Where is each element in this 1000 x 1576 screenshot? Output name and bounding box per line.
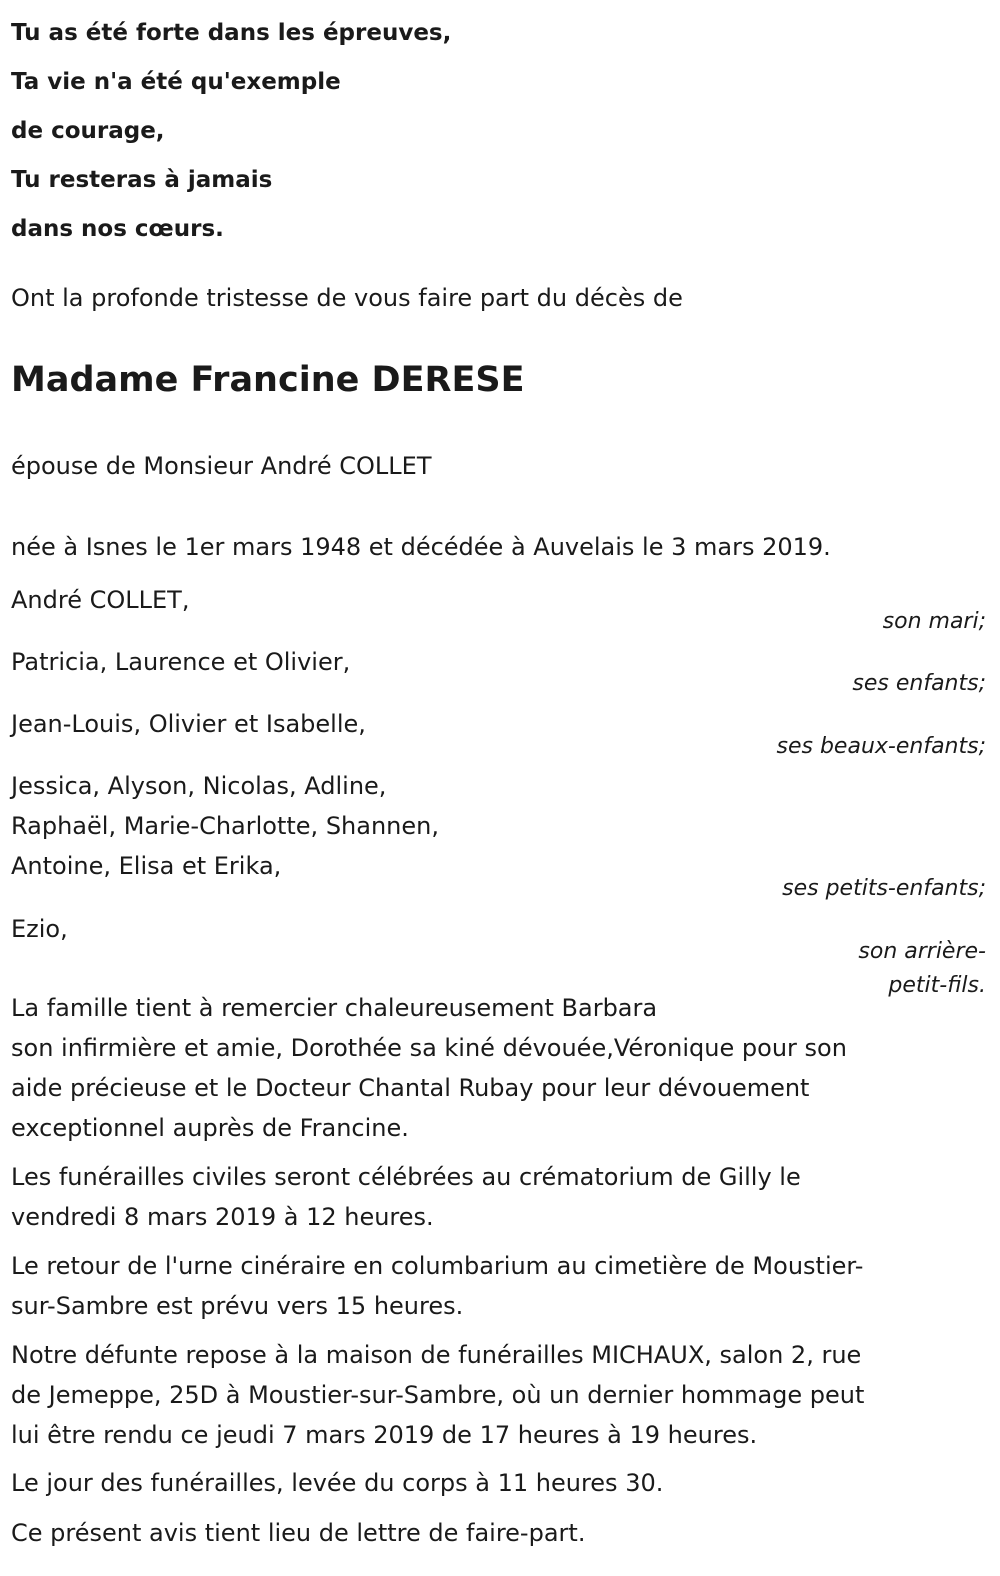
- family-name-line: Patricia, Laurence et Olivier,: [11, 648, 351, 676]
- relation-line: ses beaux-enfants;: [776, 734, 986, 759]
- poem: [11, 9, 451, 254]
- paragraph-line: exceptionnel auprès de Francine.: [11, 1114, 409, 1142]
- family-names-children: [11, 642, 350, 682]
- relation-line: son arrière-: [858, 939, 986, 964]
- paragraph-line: Les funérailles civiles seront célébrées au crématorium de Gilly le: [11, 1163, 801, 1191]
- family-names-stepchildren: [11, 704, 366, 744]
- family-name-line: Raphaël, Marie-Charlotte, Shannen,: [11, 812, 439, 840]
- rest-place-paragraph: [11, 1335, 986, 1455]
- deceased-name: Madame Francine DERESE: [11, 360, 525, 400]
- poem-line: Ta vie n'a été qu'exemple: [11, 69, 341, 95]
- paragraph-line: Le jour des funérailles, levée du corps à 11 heures 30.: [11, 1469, 664, 1497]
- paragraph-line: aide précieuse et le Docteur Chantal Rubay pour leur dévouement: [11, 1074, 810, 1102]
- poem-line: Tu resteras à jamais: [11, 167, 273, 193]
- relation-line: son mari;: [882, 609, 986, 634]
- poem-line: dans nos cœurs.: [11, 216, 224, 242]
- paragraph-line: Notre défunte repose à la maison de funérailles MICHAUX, salon 2, rue: [11, 1341, 862, 1369]
- family-relation-children: [852, 667, 986, 701]
- relation-line: petit-fils.: [888, 973, 986, 998]
- family-name-line: Jean-Louis, Olivier et Isabelle,: [11, 710, 366, 738]
- poem-line: de courage,: [11, 118, 165, 144]
- relation-line: ses petits-enfants;: [782, 876, 986, 901]
- funeral-paragraph: [11, 1157, 986, 1237]
- notice-paragraph: [11, 1513, 986, 1553]
- poem-line: Tu as été forte dans les épreuves,: [11, 20, 452, 46]
- family-name-line: Antoine, Elisa et Erika,: [11, 852, 282, 880]
- family-name-line: Jessica, Alyson, Nicolas, Adline,: [11, 772, 387, 800]
- family-names-husband: [11, 580, 189, 620]
- family-relation-stepchildren: [777, 730, 986, 764]
- family-name-line: André COLLET,: [11, 586, 190, 614]
- paragraph-line: sur-Sambre est prévu vers 15 heures.: [11, 1292, 464, 1320]
- paragraph-line: lui être rendu ce jeudi 7 mars 2019 de 17 heures à 19 heures.: [11, 1421, 758, 1449]
- paragraph-line: Le retour de l'urne cinéraire en columbarium au cimetière de Moustier-: [11, 1252, 864, 1280]
- body-lifting-paragraph: [11, 1463, 986, 1503]
- family-relation-grandchildren: [782, 872, 986, 906]
- paragraph-line: vendredi 8 mars 2019 à 12 heures.: [11, 1203, 434, 1231]
- paragraph-line: La famille tient à remercier chaleureusement Barbara: [11, 994, 658, 1022]
- family-names-great-grandchild: [11, 909, 68, 949]
- spouse-line: épouse de Monsieur André COLLET: [11, 452, 432, 480]
- paragraph-line: Ce présent avis tient lieu de lettre de faire-part.: [11, 1519, 586, 1547]
- birth-death-line: née à Isnes le 1er mars 1948 et décédée à Auvelais le 3 mars 2019.: [11, 533, 831, 561]
- paragraph-line: de Jemeppe, 25D à Moustier-sur-Sambre, où un dernier hommage peut: [11, 1381, 865, 1409]
- family-relation-husband: [883, 605, 986, 639]
- announcement-intro: Ont la profonde tristesse de vous faire part du décès de: [11, 284, 683, 312]
- family-names-grandchildren: [11, 766, 439, 886]
- family-name-line: Ezio,: [11, 915, 68, 943]
- relation-line: ses enfants;: [852, 671, 986, 696]
- thanks-paragraph: [11, 988, 986, 1148]
- paragraph-line: son infirmière et amie, Dorothée sa kiné dévouée,Véronique pour son: [11, 1034, 847, 1062]
- urn-paragraph: [11, 1246, 986, 1326]
